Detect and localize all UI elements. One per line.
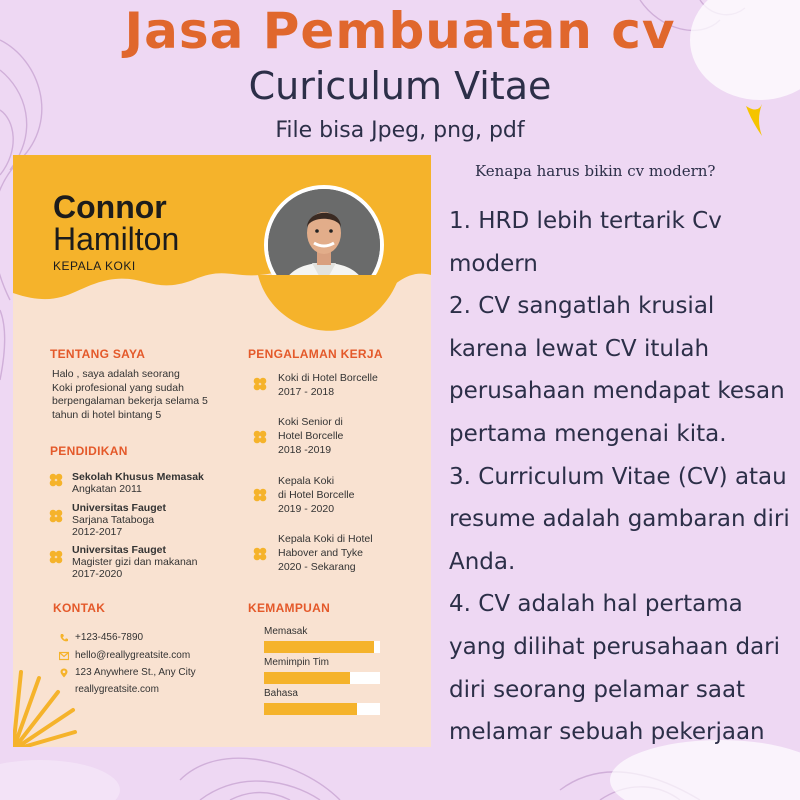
reason-line: yang dilihat perusahaan dari	[449, 633, 781, 660]
education-year: 2012-2017	[72, 526, 123, 538]
reason-line: 4. CV adalah hal pertama	[449, 591, 743, 618]
education-section-title: PENDIDIKAN	[50, 444, 128, 458]
flower-bullet-icon	[253, 377, 267, 391]
main-title: Jasa Pembuatan cv	[124, 2, 676, 60]
experience-line: Kepala Koki di Hotel	[278, 533, 373, 545]
subtitle: Curiculum Vitae	[248, 64, 552, 108]
sunburst-decoration	[13, 670, 83, 747]
about-text	[52, 368, 208, 422]
skill-label: Bahasa	[264, 688, 298, 699]
reason-line: 1. HRD lebih tertarik Cv	[449, 208, 722, 234]
reason-line: 3. Curriculum Vitae (CV) atau	[449, 463, 787, 490]
experience-line: Koki di Hotel Borcelle	[278, 372, 378, 384]
education-school: Universitas Fauget	[72, 502, 166, 514]
email-icon	[59, 651, 69, 661]
skill-bar-fill	[264, 672, 350, 684]
about-line: tahun di hotel bintang 5	[52, 408, 162, 421]
education-detail: Sarjana Tataboga	[72, 514, 155, 526]
experience-line: Koki Senior di	[278, 416, 343, 428]
reason-line: melamar sebuah pekerjaan	[449, 719, 765, 746]
cv-first-name: Connor	[53, 189, 167, 225]
cv-last-name: Hamilton	[53, 221, 180, 257]
sparkle-icon	[740, 100, 766, 140]
reasons-text	[449, 200, 800, 754]
experience-line: 2018 -2019	[278, 444, 332, 456]
phone-icon	[59, 633, 69, 643]
education-school: Sekolah Khusus Memasak	[72, 471, 204, 483]
reason-line: karena lewat CV itulah	[449, 335, 710, 362]
skills-section-title: KEMAMPUAN	[248, 601, 331, 615]
why-modern-cv-heading: Kenapa harus bikin cv modern?	[475, 162, 716, 180]
about-section-title: TENTANG SAYA	[50, 347, 146, 361]
flower-bullet-icon	[253, 547, 267, 561]
flower-bullet-icon	[49, 550, 63, 564]
experience-line: 2017 - 2018	[278, 386, 335, 398]
reason-line: perusahaan mendapat kesan	[449, 378, 785, 405]
experience-line: Hotel Borcelle	[278, 430, 344, 442]
experience-line: 2020 - Sekarang	[278, 561, 356, 573]
contact-section-title: KONTAK	[53, 601, 106, 615]
about-line: Halo , saya adalah seorang	[52, 368, 180, 380]
experience-line: Kepala Koki	[278, 475, 335, 487]
experience-line: 2019 - 2020	[278, 503, 335, 515]
skill-bar-fill	[264, 703, 357, 715]
reason-line: resume adalah gambaran diri	[449, 506, 790, 533]
education-year: 2017-2020	[72, 568, 123, 580]
experience-line: di Hotel Borcelle	[278, 489, 355, 501]
file-formats-text: File bisa Jpeg, png, pdf	[275, 118, 525, 143]
about-line: berpengalaman bekerja selama 5	[52, 395, 208, 407]
education-school: Universitas Fauget	[72, 544, 166, 556]
skill-bar	[264, 672, 380, 684]
reason-line: pertama mengenai kita.	[449, 420, 727, 447]
cv-role: KEPALA KOKI	[53, 259, 136, 273]
experience-section-title: PENGALAMAN KERJA	[248, 347, 383, 361]
skill-label: Memimpin Tim	[264, 657, 330, 668]
contact-website: reallygreatsite.com	[75, 684, 159, 695]
cv-template-preview	[13, 155, 431, 747]
about-line: Koki profesional yang sudah	[52, 381, 184, 394]
contact-email: hello@reallygreatsite.com	[75, 650, 191, 661]
education-detail: Magister gizi dan makanan	[72, 556, 198, 568]
reason-line: modern	[449, 250, 538, 277]
flower-bullet-icon	[49, 473, 63, 487]
flower-bullet-icon	[253, 488, 267, 502]
flower-bullet-icon	[49, 509, 63, 523]
reason-line: Anda.	[449, 548, 516, 575]
skill-bar	[264, 641, 380, 653]
photo-blob-decoration	[258, 275, 398, 335]
skill-bar	[264, 703, 380, 715]
contact-phone: +123-456-7890	[75, 632, 144, 643]
flower-bullet-icon	[253, 430, 267, 444]
experience-line: Habover and Tyke	[278, 547, 364, 559]
reason-line: 2. CV sangatlah krusial	[449, 293, 715, 320]
education-detail: Angkatan 2011	[72, 483, 142, 495]
skill-bar-fill	[264, 641, 374, 653]
contact-address: 123 Anywhere St., Any City	[75, 667, 196, 678]
skill-label: Memasak	[264, 626, 308, 637]
reason-line: diri seorang pelamar saat	[449, 676, 746, 703]
